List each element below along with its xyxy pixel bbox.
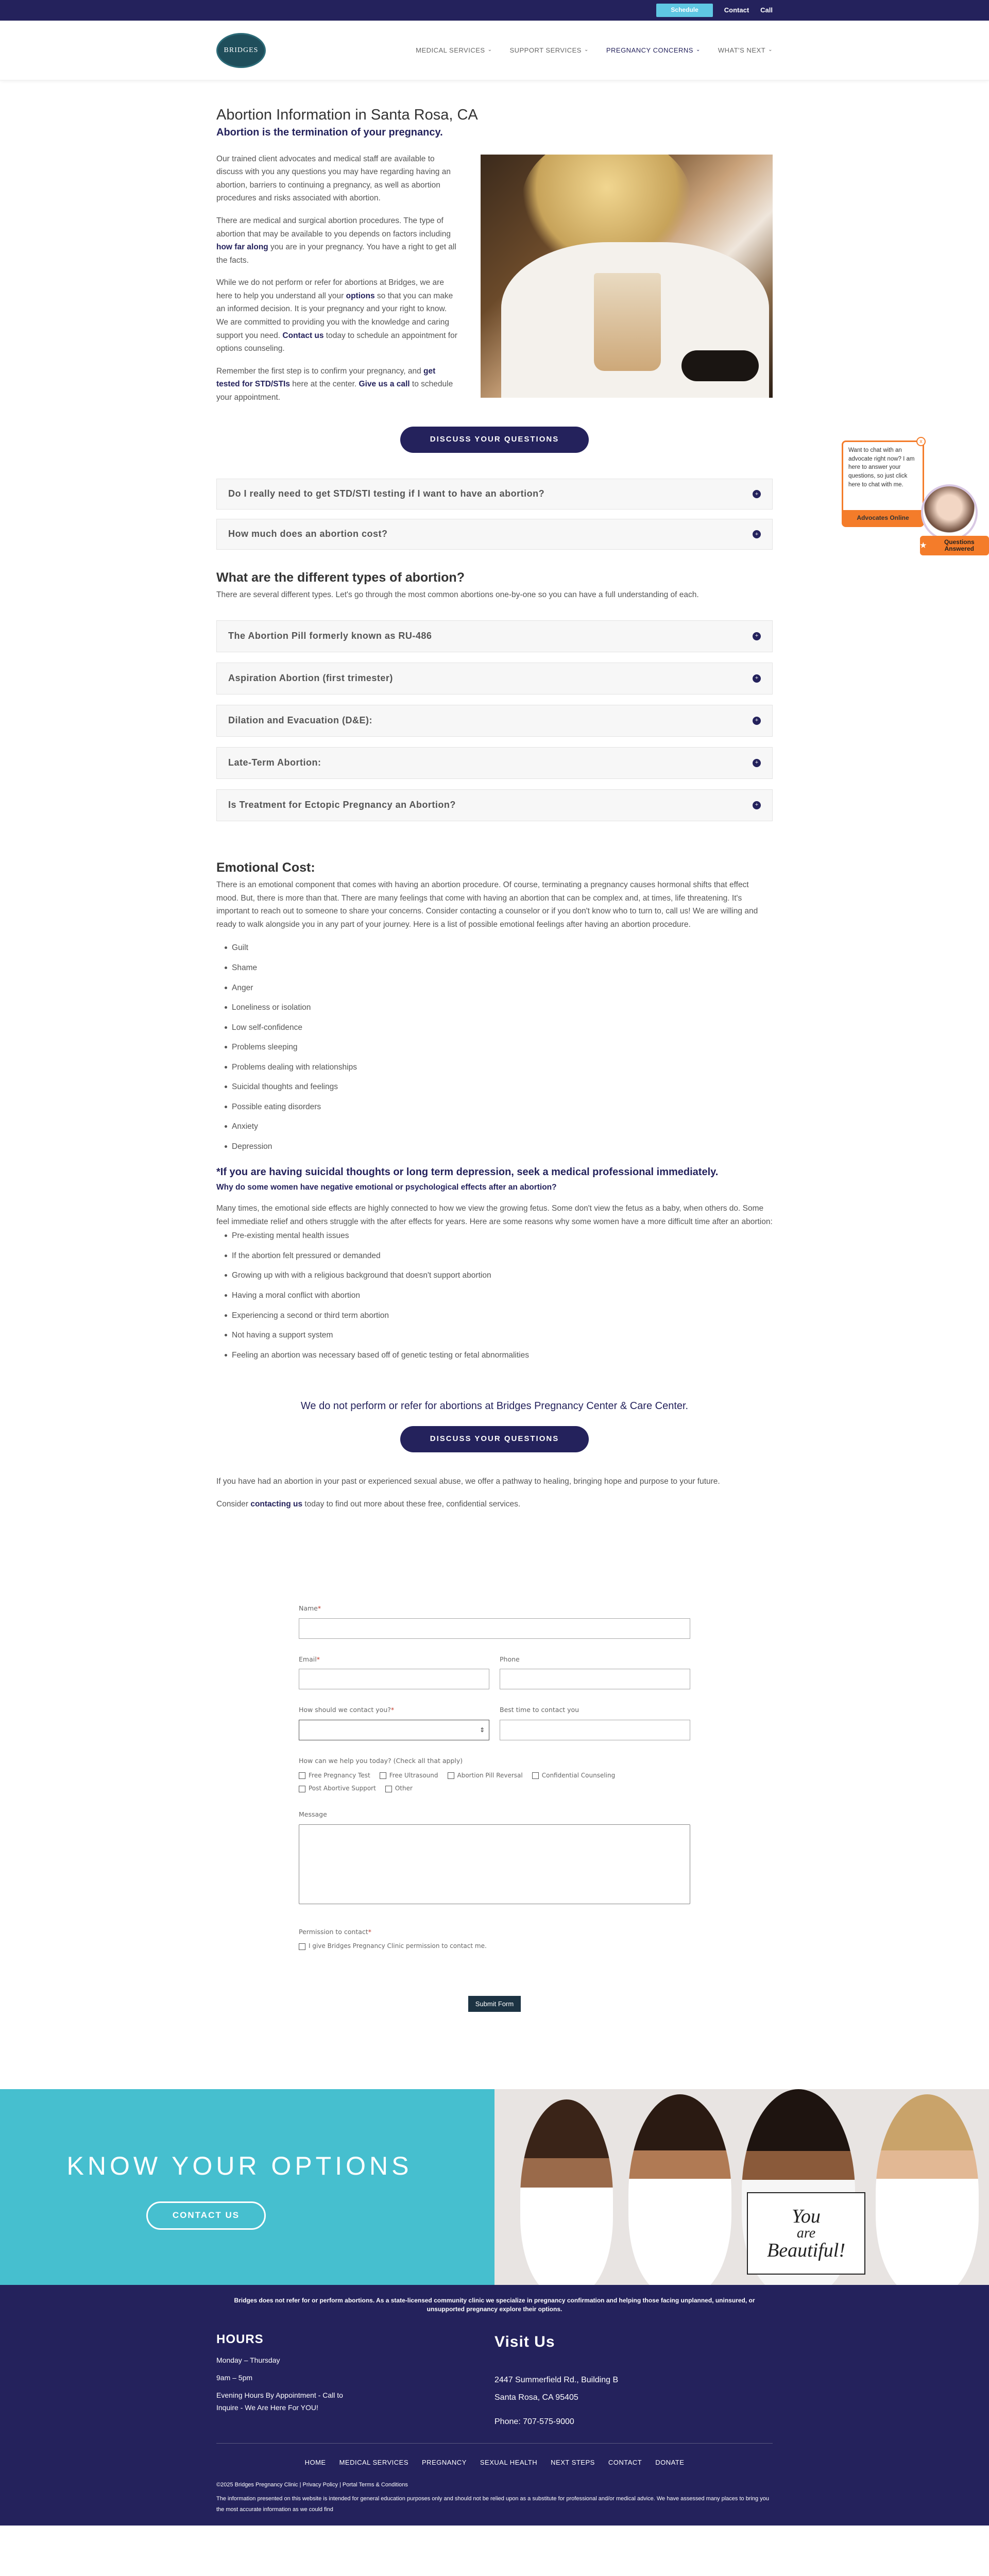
- call-us-link[interactable]: Give us a call: [359, 380, 410, 389]
- schedule-button[interactable]: Schedule: [656, 4, 712, 17]
- address-line: Santa Rosa, CA 95405: [494, 2393, 578, 2402]
- site-header: [0, 21, 989, 80]
- woman-with-drink-photo: [481, 155, 773, 398]
- chevron-down-icon: ⌄: [768, 47, 773, 53]
- you-are-beautiful-sign: [747, 2192, 865, 2275]
- footer-nav-donate[interactable]: DONATE: [655, 2458, 685, 2466]
- accordion-title: Dilation and Evacuation (D&E):: [228, 715, 373, 726]
- call-link[interactable]: Call: [760, 6, 773, 14]
- accordion-title: How much does an abortion cost?: [228, 529, 388, 539]
- type-accordion-item[interactable]: [216, 705, 773, 737]
- best-time-field[interactable]: [500, 1720, 690, 1740]
- top-bar: [0, 0, 989, 21]
- intro-paragraph: [216, 214, 460, 267]
- how-far-along-link[interactable]: how far along: [216, 243, 268, 252]
- nav-label: PREGNANCY CONCERNS: [606, 46, 693, 54]
- hours-column: [216, 2329, 494, 2429]
- reasons-list: [225, 1229, 773, 1362]
- text: today to schedule an appointment for options counseling.: [216, 331, 457, 353]
- list-item: Having a moral conflict with abortion: [225, 1289, 773, 1302]
- footer-nav-next-steps[interactable]: NEXT STEPS: [551, 2458, 595, 2466]
- accordion-title: Do I really need to get STD/STI testing if I want to have an abortion?: [228, 488, 545, 499]
- nav-label: WHAT'S NEXT: [718, 46, 766, 54]
- why-paragraph: Many times, the emotional side effects are highly connected to how we view the growing fetus. Some don't view the fetus as a baby, when others do. Some feel immediate relief and others struggle with the after effects for years. Here are some reasons why some women have a more difficult time after an abortion:: [216, 1204, 773, 1226]
- std-testing-link[interactable]: get tested for STD/STIs: [216, 366, 436, 389]
- list-item: Guilt: [225, 941, 773, 955]
- contact-method-block: [299, 1705, 489, 1740]
- faq-accordion-item[interactable]: [216, 519, 773, 550]
- checkbox-option[interactable]: [299, 1784, 376, 1794]
- permission-option[interactable]: [299, 1941, 690, 1952]
- list-item: Depression: [225, 1140, 773, 1154]
- emotional-cost-paragraph: There is an emotional component that comes with having an abortion procedure. Of course, terminating a pregnancy causes hormonal shifts that effect mood. But, there is more than that. There are many feelings that come with having an abortion that can be complex and, at times, life threatening. It's important to reach out to someone to share your concerns. Consider contacting a counselor or if you don't know who to turn to, call us! We are willing and ready to walk alongside you in any part of your journey. Here is a list of possible emotional feelings after having an abortion procedure.: [216, 880, 758, 929]
- footer-nav-pregnancy[interactable]: PREGNANCY: [422, 2458, 467, 2466]
- text: you are in your pregnancy. You have a right to get all the facts.: [216, 243, 456, 265]
- sign-line: You: [792, 2206, 821, 2228]
- required-mark: *: [368, 1927, 371, 1936]
- discuss-questions-button[interactable]: DISCUSS YOUR QUESTIONS: [400, 427, 589, 453]
- intro-section: [216, 152, 773, 414]
- best-time-block: [500, 1705, 690, 1740]
- checkbox-option[interactable]: [385, 1784, 413, 1794]
- checkbox-label: Post Abortive Support: [309, 1785, 376, 1792]
- checkbox-option[interactable]: [299, 1771, 370, 1781]
- permission-block: [299, 1927, 690, 1952]
- list-item: Possible eating disorders: [225, 1100, 773, 1114]
- page-title: Abortion Information in Santa Rosa, CA: [216, 107, 478, 123]
- list-item: Low self-confidence: [225, 1021, 773, 1035]
- types-heading: What are the different types of abortion?: [216, 570, 465, 585]
- name-label: [299, 1603, 690, 1614]
- plus-icon: +: [753, 530, 761, 538]
- type-accordion-item[interactable]: [216, 663, 773, 694]
- list-item: Suicidal thoughts and feelings: [225, 1080, 773, 1094]
- nav-medical-services[interactable]: [416, 45, 492, 56]
- hours-heading: HOURS: [216, 2332, 264, 2346]
- email-phone-row: [299, 1654, 690, 1690]
- footer-nav: [216, 2443, 773, 2468]
- plus-icon: +: [753, 674, 761, 683]
- email-block: [299, 1654, 489, 1690]
- footer-nav-home[interactable]: HOME: [304, 2458, 326, 2466]
- intro-paragraph: [216, 276, 460, 355]
- nav-support-services[interactable]: [509, 45, 588, 56]
- visit-column: [494, 2329, 773, 2429]
- name-block: [299, 1603, 690, 1639]
- qa-label: Questions Answered: [944, 538, 975, 552]
- site-footer: [0, 2285, 989, 2526]
- no-abortion-statement: We do not perform or refer for abortions at Bridges Pregnancy Center & Care Center.: [300, 1400, 689, 1412]
- plus-icon: +: [753, 801, 761, 809]
- checkbox-label: Free Ultrasound: [389, 1771, 438, 1779]
- cta-panel: [0, 2089, 494, 2285]
- contact-us-link[interactable]: Contact us: [282, 331, 324, 340]
- logo-text: BRIDGES: [224, 46, 259, 54]
- text: Remember the first step is to confirm your pregnancy, and: [216, 366, 424, 376]
- chat-prompt: Want to chat with an advocate right now? I am here to answer your questions, so just click here to chat with me.: [848, 447, 915, 488]
- sign-line: Beautiful!: [767, 2240, 845, 2262]
- submit-button[interactable]: Submit Form: [468, 1996, 521, 2012]
- types-intro: There are several different types. Let's go through the most common abortions one-by-one so you can have a full understanding of each.: [216, 590, 699, 600]
- nav-label: MEDICAL SERVICES: [416, 46, 485, 54]
- checkbox[interactable]: [532, 1772, 539, 1779]
- intro-text: [216, 152, 460, 414]
- list-item: Anger: [225, 981, 773, 995]
- faq-accordion-item[interactable]: [216, 479, 773, 510]
- chevron-down-icon: ⌄: [584, 47, 589, 53]
- type-accordion-item[interactable]: [216, 620, 773, 652]
- list-item: Pre-existing mental health issues: [225, 1229, 773, 1243]
- nav-label: SUPPORT SERVICES: [509, 46, 582, 54]
- know-your-options-banner: [0, 2089, 989, 2285]
- label-text: Name: [299, 1604, 318, 1613]
- contacting-us-link[interactable]: contacting us: [250, 1499, 303, 1509]
- contact-method-select[interactable]: [299, 1720, 489, 1740]
- why-heading: Why do some women have negative emotional or psychological effects after an abortion?: [216, 1182, 557, 1192]
- contact-form: [299, 1603, 690, 2012]
- main-nav: [416, 45, 773, 56]
- message-block: [299, 1809, 690, 1904]
- label-text: Email: [299, 1655, 317, 1663]
- plus-icon: +: [753, 759, 761, 767]
- text: here at the center.: [289, 380, 359, 389]
- plus-icon: +: [753, 632, 761, 640]
- button-wrap: [216, 1426, 773, 1452]
- permission-label: [299, 1927, 690, 1938]
- checkbox-option[interactable]: [532, 1771, 616, 1781]
- main-content: [216, 80, 773, 1511]
- checkbox-label: Abortion Pill Reversal: [457, 1771, 523, 1779]
- emotional-effects-list: [225, 941, 773, 1153]
- checkbox-label: Confidential Counseling: [541, 1771, 616, 1779]
- list-item: Growing up with with a religious background that doesn't support abortion: [225, 1269, 773, 1282]
- footer-nav-medical-services[interactable]: MEDICAL SERVICES: [339, 2458, 409, 2466]
- accordion-title: The Abortion Pill formerly known as RU-486: [228, 631, 432, 641]
- message-label: Message: [299, 1810, 327, 1819]
- footer-columns: [216, 2329, 773, 2429]
- list-item: Problems dealing with relationships: [225, 1061, 773, 1074]
- chat-widget[interactable]: [842, 440, 924, 527]
- text: so that you can make an informed decision. It is your pregnancy and your right to know. We are committed to providing you with the knowledge and caring support you need.: [216, 291, 453, 340]
- contact-method-label: [299, 1705, 489, 1716]
- phone-block: [500, 1654, 690, 1690]
- info-disclaimer: The information presented on this website is intended for general education purposes only and should not be relied upon as a substitute for professional and/or medical advice. We have assessed many places to bring you the most accurate information as we could find: [216, 2496, 769, 2513]
- photo-person: [628, 2094, 731, 2285]
- list-item: Feeling an abortion was necessary based off of genetic testing or fetal abnormalities: [225, 1349, 773, 1362]
- name-input[interactable]: [299, 1618, 690, 1639]
- checkbox-label: I give Bridges Pregnancy Clinic permission to contact me.: [309, 1942, 487, 1950]
- text: to schedule your appointment.: [216, 380, 453, 402]
- list-item: If the abortion felt pressured or demanded: [225, 1249, 773, 1263]
- required-mark: *: [390, 1706, 395, 1714]
- advocates-online-label: Advocates Online: [843, 510, 923, 526]
- nav-pregnancy-concerns[interactable]: [606, 45, 701, 56]
- list-item: Anxiety: [225, 1120, 773, 1133]
- photo-person: [520, 2099, 613, 2285]
- cta-title: KNOW YOUR OPTIONS: [66, 2151, 413, 2180]
- checkbox[interactable]: [299, 1943, 305, 1950]
- list-item: Problems sleeping: [225, 1041, 773, 1054]
- list-item: Loneliness or isolation: [225, 1001, 773, 1014]
- best-time-label: Best time to contact you: [500, 1706, 579, 1714]
- hours-time: 9am – 5pm: [216, 2374, 253, 2382]
- help-label: How can we help you today? (Check all that apply): [299, 1756, 463, 1765]
- hours-days: Monday – Thursday: [216, 2356, 280, 2365]
- message-textarea[interactable]: [299, 1824, 690, 1904]
- checkbox-label: Free Pregnancy Test: [309, 1771, 370, 1779]
- checkbox-label: Other: [395, 1785, 413, 1792]
- contact-us-button[interactable]: CONTACT US: [146, 2201, 266, 2229]
- email-field[interactable]: [299, 1669, 489, 1689]
- visit-heading: Visit Us: [494, 2333, 555, 2350]
- help-options: [299, 1771, 659, 1794]
- footer-disclaimer: Bridges does not refer for or perform abortions. As a state-licensed community clinic we specialize in pregnancy confirmation and helping those facing unplanned, uninsured, or unsupported pregnancy explore their options.: [234, 2297, 755, 2313]
- nav-whats-next[interactable]: [718, 45, 773, 56]
- checkbox[interactable]: [448, 1772, 454, 1779]
- types-accordion: [216, 620, 773, 821]
- photo-detail: [681, 350, 759, 381]
- label-text: Permission to contact: [299, 1927, 368, 1936]
- accordion-title: Late-Term Abortion:: [228, 757, 321, 768]
- page-subtitle: Abortion is the termination of your pregnancy.: [216, 126, 443, 138]
- checkbox-option[interactable]: [380, 1771, 438, 1781]
- group-photo: [494, 2089, 989, 2285]
- button-wrap: [216, 427, 773, 453]
- checkbox[interactable]: [380, 1772, 386, 1779]
- required-mark: *: [316, 1655, 320, 1663]
- discuss-questions-button[interactable]: DISCUSS YOUR QUESTIONS: [400, 1426, 589, 1452]
- phone-number[interactable]: Phone: 707-575-9000: [494, 2417, 574, 2426]
- photo-detail: [594, 273, 661, 371]
- list-item: Experiencing a second or third term abortion: [225, 1309, 773, 1323]
- plus-icon: +: [753, 490, 761, 498]
- text: There are medical and surgical abortion procedures. The type of abortion that may be available to you depends on factors including: [216, 216, 451, 239]
- help-block: [299, 1756, 690, 1794]
- healing-paragraph: If you have had an abortion in your past or experienced sexual abuse, we offer a pathway to healing, bringing hope and purpose to your future.: [216, 1477, 720, 1486]
- questions-answered-button[interactable]: [920, 536, 989, 555]
- accordion-title: Aspiration Abortion (first trimester): [228, 673, 393, 684]
- hours-extra: Evening Hours By Appointment - Call to Inquire - We Are Here For YOU!: [216, 2391, 343, 2412]
- phone-label: Phone: [500, 1655, 520, 1663]
- emotional-cost-heading: Emotional Cost:: [216, 860, 315, 875]
- checkbox[interactable]: [299, 1772, 305, 1779]
- close-icon[interactable]: x: [916, 437, 926, 446]
- plus-icon: +: [753, 717, 761, 725]
- text: Consider: [216, 1499, 251, 1509]
- intro-paragraph: Our trained client advocates and medical staff are available to discuss with you any questions you may have regarding having an abortion, barriers to continuing a pregnancy, as well as abortion procedures and risks associated with abortion.: [216, 154, 451, 203]
- checkbox-option[interactable]: [448, 1771, 523, 1781]
- label-text: How should we contact you?: [299, 1706, 391, 1714]
- footer-nav-contact[interactable]: CONTACT: [608, 2458, 642, 2466]
- text: While we do not perform or refer for abortions at Bridges, we are here to help you understand all your: [216, 278, 444, 300]
- type-accordion-item[interactable]: [216, 747, 773, 779]
- list-item: Not having a support system: [225, 1329, 773, 1342]
- accordion-title: Is Treatment for Ectopic Pregnancy an Abortion?: [228, 800, 456, 810]
- suicide-warning: *If you are having suicidal thoughts or long term depression, seek a medical professional immediately.: [216, 1166, 719, 1178]
- star-icon: ★: [920, 541, 927, 550]
- contact-link[interactable]: Contact: [724, 6, 749, 14]
- footer-nav-sexual-health[interactable]: SEXUAL HEALTH: [480, 2458, 538, 2466]
- list-item: Shame: [225, 961, 773, 975]
- copyright: ©2025 Bridges Pregnancy Clinic | Privacy Policy | Portal Terms & Conditions: [216, 2482, 408, 2488]
- email-label: [299, 1654, 489, 1665]
- contact-method-row: [299, 1705, 690, 1740]
- required-mark: *: [317, 1604, 321, 1613]
- logo[interactable]: [216, 33, 266, 68]
- phone-field[interactable]: [500, 1669, 690, 1689]
- checkbox[interactable]: [299, 1786, 305, 1792]
- text: today to find out more about these free, confidential services.: [302, 1499, 521, 1509]
- photo-person: [876, 2094, 979, 2285]
- sign-line: are: [796, 2225, 816, 2242]
- chevron-down-icon: ⌄: [695, 47, 701, 53]
- options-link[interactable]: options: [346, 291, 375, 300]
- type-accordion-item[interactable]: [216, 789, 773, 821]
- address-line: 2447 Summerfield Rd., Building B: [494, 2376, 619, 2385]
- chevron-down-icon: ⌄: [487, 47, 492, 53]
- avatar[interactable]: [921, 484, 978, 541]
- contact-paragraph: [216, 1498, 773, 1511]
- checkbox[interactable]: [385, 1786, 392, 1792]
- intro-paragraph: [216, 365, 460, 404]
